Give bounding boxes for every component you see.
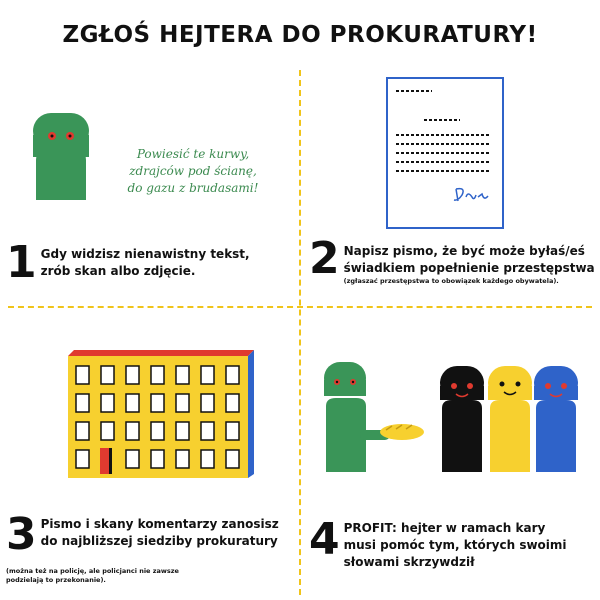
step-number: 1 — [6, 237, 37, 288]
building-window — [76, 450, 89, 468]
step-text-line-2: musi pomóc tym, których swoimi — [343, 538, 567, 552]
building-window — [101, 366, 114, 384]
green-hater-figure — [324, 362, 390, 472]
step-text-line-2: zrób skan albo zdjęcie. — [40, 264, 196, 278]
document-icon — [386, 77, 504, 229]
bread-icon — [380, 424, 424, 440]
hate-quote — [98, 146, 288, 197]
building-window — [126, 366, 139, 384]
black-person-figure — [440, 366, 484, 472]
building-window — [201, 450, 214, 468]
building-window — [226, 394, 239, 412]
step-text-line-2: do najbliższej siedziby prokuratury — [40, 534, 278, 548]
step-number: 4 — [309, 514, 340, 565]
building-window — [151, 422, 164, 440]
building-window — [176, 366, 189, 384]
building-window — [126, 394, 139, 412]
yellow-person-figure — [488, 366, 532, 472]
step-text-line-3: słowami skrzywdził — [343, 555, 475, 569]
blue-person-figure — [534, 366, 578, 472]
quote-line-2: zdrajców pod ścianę, — [129, 164, 257, 178]
building-window — [76, 422, 89, 440]
building-window — [126, 422, 139, 440]
green-hater-figure — [30, 110, 92, 200]
building-window — [226, 450, 239, 468]
step-number: 3 — [6, 509, 37, 560]
step-note — [6, 567, 179, 585]
step-number: 2 — [309, 233, 340, 284]
building-window — [226, 422, 239, 440]
building-window — [126, 450, 139, 468]
building-window — [76, 394, 89, 412]
step-4 — [309, 514, 567, 571]
building-window — [201, 394, 214, 412]
building-window — [201, 422, 214, 440]
building-window — [101, 394, 114, 412]
building-window — [151, 394, 164, 412]
step-text-line-1: Pismo i skany komentarzy zanosisz — [40, 517, 279, 531]
horizontal-divider — [8, 306, 592, 308]
building-window — [176, 450, 189, 468]
profit-scene — [320, 360, 582, 472]
building-window — [101, 422, 114, 440]
step-note-line-2: podzielają to przekonanie). — [6, 576, 106, 584]
step-text-line-1: Napisz pismo, że być może byłaś/eś — [343, 244, 585, 258]
building-window — [176, 394, 189, 412]
step-note: (zgłaszać przestępstwa to obowiązek każdego obywatela). — [343, 277, 559, 285]
vertical-divider — [299, 70, 301, 595]
step-3 — [6, 509, 279, 560]
building-window — [176, 422, 189, 440]
building-window — [226, 366, 239, 384]
step-text-line-1: Gdy widzisz nienawistny tekst, — [40, 247, 250, 261]
building-window — [151, 366, 164, 384]
quote-line-3: do gazu z brudasami! — [127, 181, 259, 195]
building-window — [201, 366, 214, 384]
step-1 — [6, 237, 250, 288]
step-text-line-1: PROFIT: hejter w ramach kary — [343, 521, 546, 535]
step-2 — [309, 233, 595, 286]
building-window — [151, 450, 164, 468]
quote-line-1: Powiesić te kurwy, — [136, 147, 250, 161]
step-text-line-2: świadkiem popełnienie przestępstwa — [343, 261, 595, 275]
building-window — [76, 366, 89, 384]
step-note-line-1: (można też na policję, ale policjanci nie zawsze — [6, 567, 179, 575]
page-title: ZGŁOŚ HEJTERA DO PROKURATURY! — [62, 22, 538, 48]
prosecutor-office-building — [60, 348, 254, 478]
